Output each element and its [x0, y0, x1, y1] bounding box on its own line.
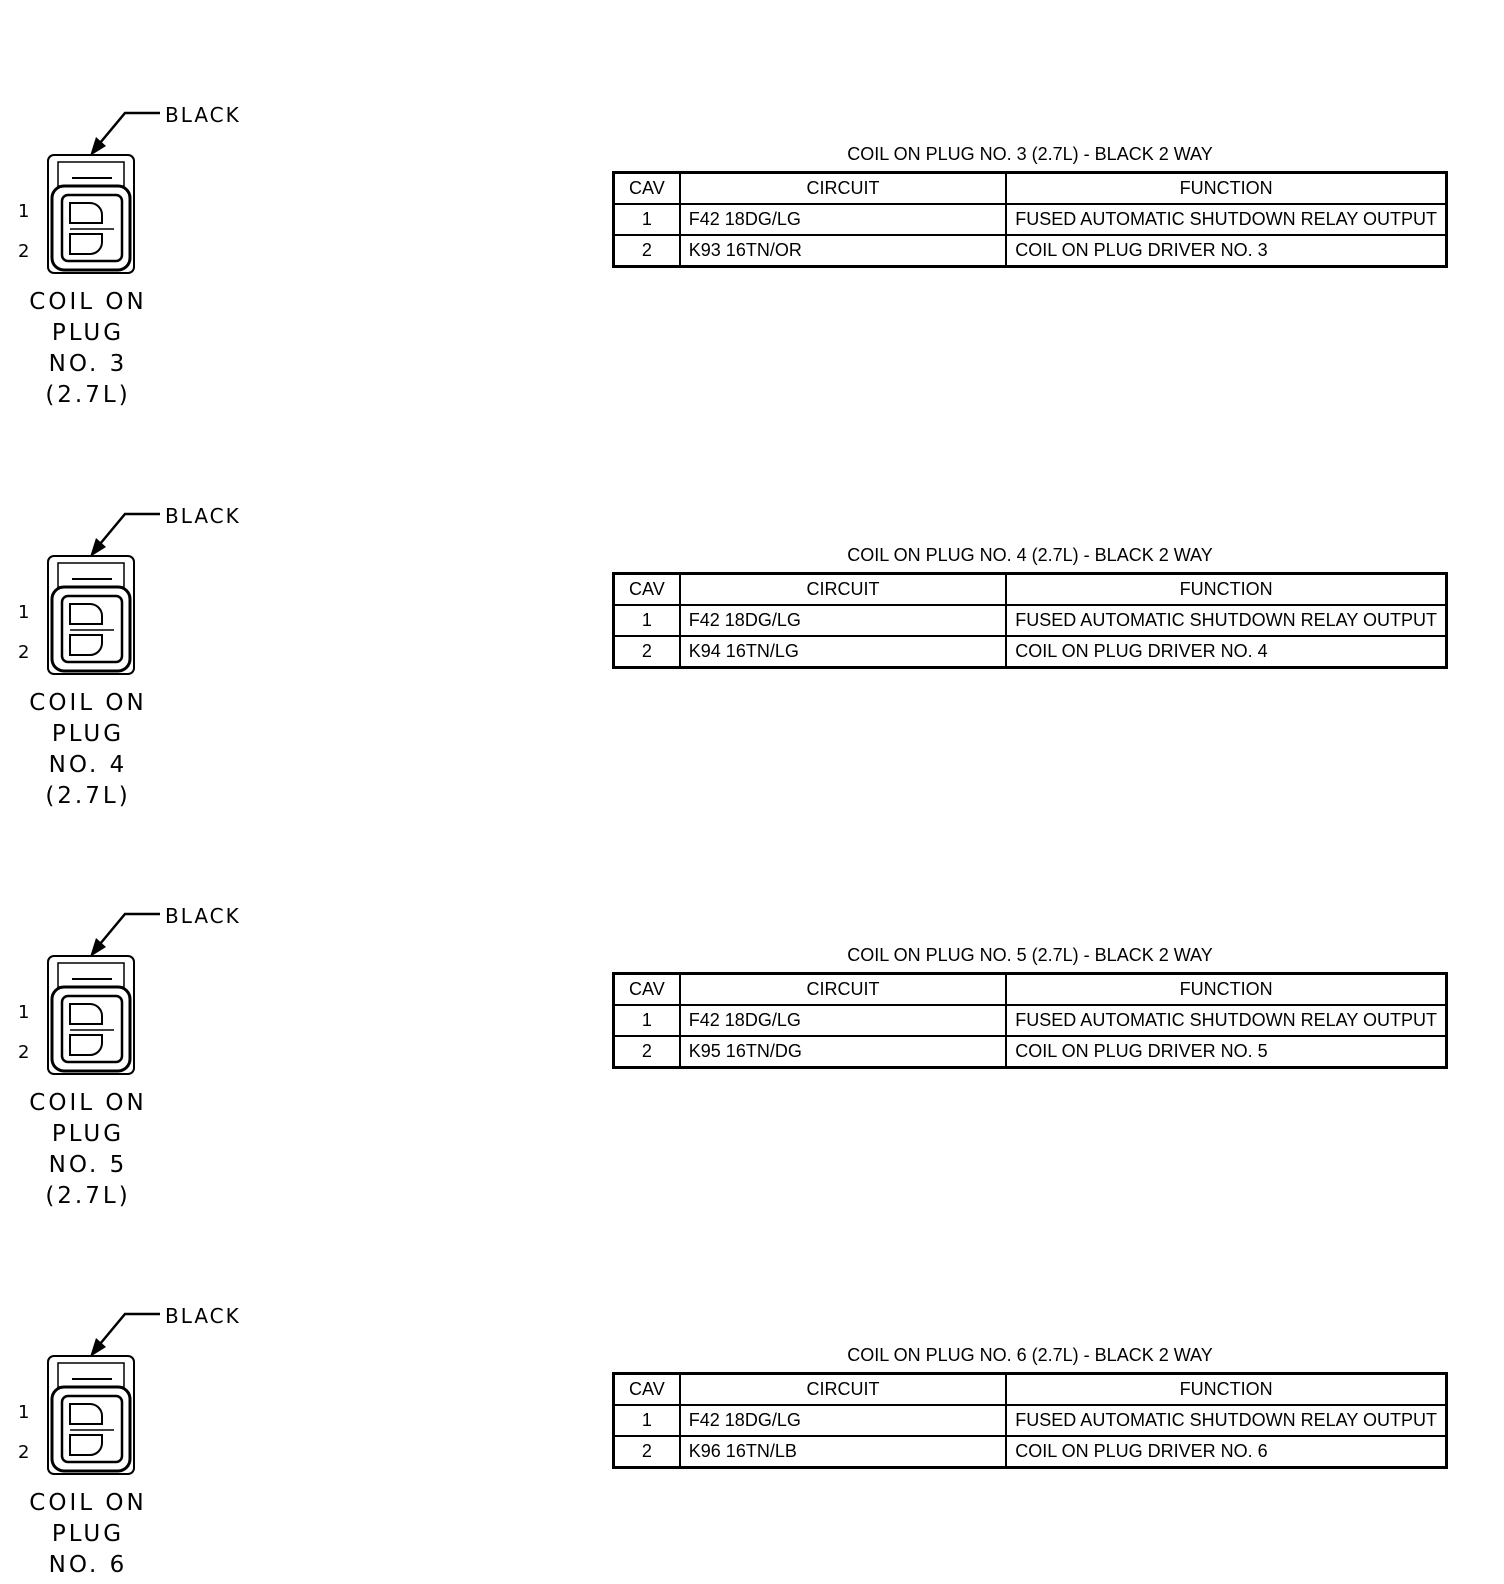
- table-header-row: [614, 974, 1447, 1006]
- table-header-row: [614, 1374, 1447, 1406]
- table-row: [614, 636, 1447, 668]
- cell-circuit: K96 16TN/LB: [680, 1436, 1007, 1468]
- pin-2-label: 2: [18, 241, 30, 262]
- pinout-table: [612, 972, 1448, 1069]
- connector-section-5: [0, 801, 1504, 1209]
- connector-name: [18, 688, 158, 812]
- pin-1-label: 1: [18, 1002, 30, 1023]
- header-circuit: CIRCUIT: [680, 1374, 1007, 1406]
- connector-name-line: NO. 6: [48, 1552, 128, 1578]
- connector-name-line: COIL ON: [29, 1490, 147, 1516]
- connector-name: [18, 1088, 158, 1212]
- pin-2-label: 2: [18, 1042, 30, 1063]
- table-row: [614, 605, 1447, 636]
- cell-circuit: K95 16TN/DG: [680, 1036, 1007, 1068]
- cell-circuit: K94 16TN/LG: [680, 636, 1007, 668]
- table-row: [614, 1405, 1447, 1436]
- cell-circuit: F42 18DG/LG: [680, 605, 1007, 636]
- cell-cav: 2: [614, 235, 680, 267]
- connector-name-line: PLUG: [51, 721, 125, 747]
- pin-1-label: 1: [18, 201, 30, 222]
- connector-name-line: COIL ON: [29, 289, 147, 315]
- pin-1-label: 1: [18, 602, 30, 623]
- header-function: FUNCTION: [1006, 574, 1446, 606]
- cell-function: COIL ON PLUG DRIVER NO. 3: [1006, 235, 1446, 267]
- connector-name-line: COIL ON: [29, 690, 147, 716]
- connector-name: [18, 287, 158, 411]
- table-title: COIL ON PLUG NO. 4 (2.7L) - BLACK 2 WAY: [847, 545, 1213, 565]
- table-row: [614, 1436, 1447, 1468]
- cell-cav: 2: [614, 1036, 680, 1068]
- pin-2-label: 2: [18, 642, 30, 663]
- connector-name: [18, 1488, 158, 1581]
- table-title: COIL ON PLUG NO. 6 (2.7L) - BLACK 2 WAY: [847, 1345, 1213, 1365]
- header-function: FUNCTION: [1006, 1374, 1446, 1406]
- cell-function: COIL ON PLUG DRIVER NO. 6: [1006, 1436, 1446, 1468]
- cell-circuit: K93 16TN/OR: [680, 235, 1007, 267]
- cell-cav: 2: [614, 636, 680, 668]
- cell-circuit: F42 18DG/LG: [680, 1405, 1007, 1436]
- connector-name-line: (2.7L): [45, 783, 131, 809]
- connector-name-line: NO. 4: [48, 752, 128, 778]
- wire-color-label: BLACK: [165, 103, 241, 127]
- cell-function: COIL ON PLUG DRIVER NO. 5: [1006, 1036, 1446, 1068]
- cell-function: COIL ON PLUG DRIVER NO. 4: [1006, 636, 1446, 668]
- pin-2-label: 2: [18, 1442, 30, 1463]
- connector-name-line: NO. 3: [48, 351, 128, 377]
- cell-function: FUSED AUTOMATIC SHUTDOWN RELAY OUTPUT: [1006, 1005, 1446, 1036]
- pinout-table: [612, 572, 1448, 669]
- cell-function: FUSED AUTOMATIC SHUTDOWN RELAY OUTPUT: [1006, 1405, 1446, 1436]
- connector-name-line: (2.7L): [45, 382, 131, 408]
- header-cav: CAV: [614, 1374, 680, 1406]
- header-function: FUNCTION: [1006, 974, 1446, 1006]
- connector-name-line: (2.7L): [45, 1183, 131, 1209]
- wire-color-label: BLACK: [165, 904, 241, 928]
- header-function: FUNCTION: [1006, 173, 1446, 205]
- cell-cav: 2: [614, 1436, 680, 1468]
- cell-cav: 1: [614, 204, 680, 235]
- table-row: [614, 235, 1447, 267]
- pin-1-label: 1: [18, 1402, 30, 1423]
- pinout-table: [612, 1372, 1448, 1469]
- connector-section-6: [0, 1201, 1504, 1584]
- table-title: COIL ON PLUG NO. 3 (2.7L) - BLACK 2 WAY: [847, 144, 1213, 164]
- table-header-row: [614, 173, 1447, 205]
- cell-cav: 1: [614, 1005, 680, 1036]
- cell-function: FUSED AUTOMATIC SHUTDOWN RELAY OUTPUT: [1006, 204, 1446, 235]
- table-header-row: [614, 574, 1447, 606]
- wire-color-label: BLACK: [165, 504, 241, 528]
- connector-section-3: [0, 0, 1504, 408]
- wire-color-label: BLACK: [165, 1304, 241, 1328]
- table-title: COIL ON PLUG NO. 5 (2.7L) - BLACK 2 WAY: [847, 945, 1213, 965]
- header-cav: CAV: [614, 173, 680, 205]
- header-cav: CAV: [614, 974, 680, 1006]
- connector-name-line: COIL ON: [29, 1090, 147, 1116]
- cell-cav: 1: [614, 1405, 680, 1436]
- connector-name-line: PLUG: [51, 1521, 125, 1547]
- cell-circuit: F42 18DG/LG: [680, 204, 1007, 235]
- pinout-table: [612, 171, 1448, 268]
- cell-cav: 1: [614, 605, 680, 636]
- cell-function: FUSED AUTOMATIC SHUTDOWN RELAY OUTPUT: [1006, 605, 1446, 636]
- table-row: [614, 1005, 1447, 1036]
- table-row: [614, 204, 1447, 235]
- header-circuit: CIRCUIT: [680, 574, 1007, 606]
- cell-circuit: F42 18DG/LG: [680, 1005, 1007, 1036]
- connector-name-line: NO. 5: [48, 1152, 128, 1178]
- header-cav: CAV: [614, 574, 680, 606]
- connector-section-4: [0, 401, 1504, 809]
- header-circuit: CIRCUIT: [680, 974, 1007, 1006]
- table-row: [614, 1036, 1447, 1068]
- header-circuit: CIRCUIT: [680, 173, 1007, 205]
- connector-name-line: PLUG: [51, 1121, 125, 1147]
- connector-name-line: PLUG: [51, 320, 125, 346]
